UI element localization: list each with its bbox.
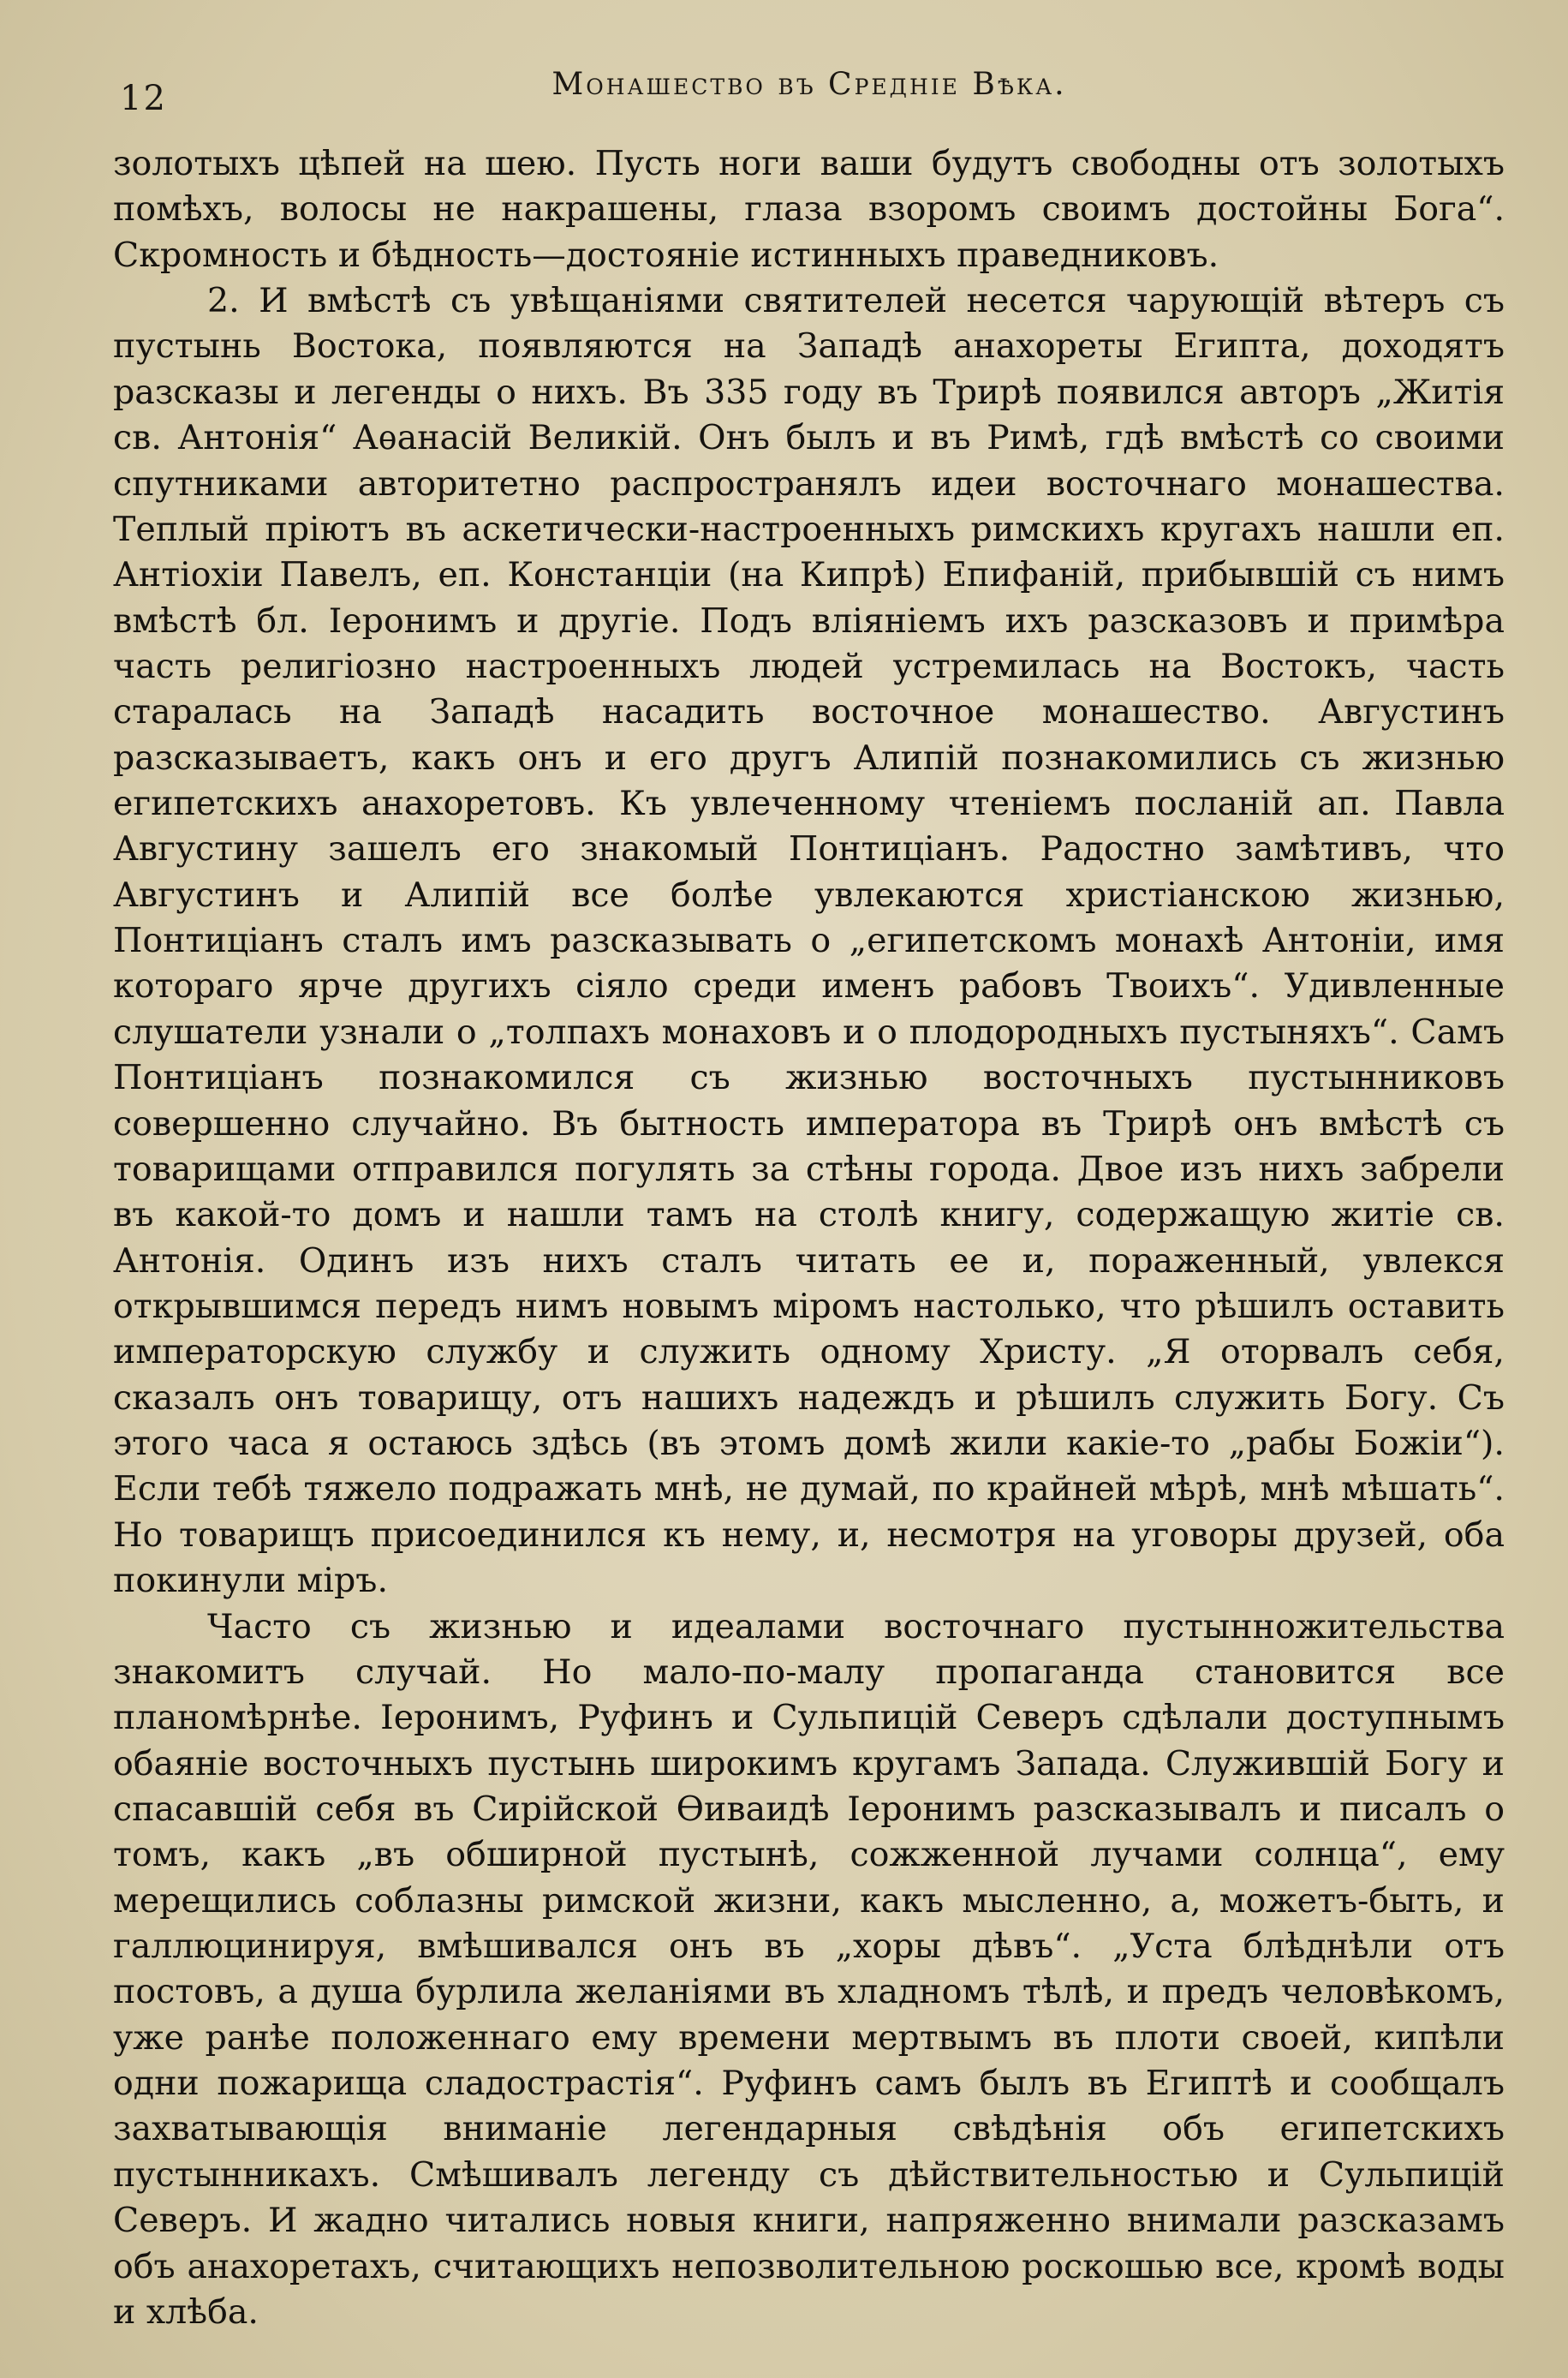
paragraph-1: золотыхъ цѣпей на шею. Пусть ноги ваши будутъ свободны отъ золотыхъ помѣхъ, волосы не накрашены, глаза взоромъ своимъ достойны Бога“. Скромность и бѣдность—достояніе истинныхъ праведниковъ. bbox=[113, 144, 1505, 275]
body-text bbox=[113, 141, 1505, 2335]
page-number: 12 bbox=[120, 79, 167, 118]
paragraph-2: 2. И вмѣстѣ съ увѣщаніями святителей несется чарующій вѣтеръ съ пустынь Востока, появляются на Западѣ анахореты Египта, доходятъ разсказы и легенды о нихъ. Въ 335 году въ Трирѣ появился авторъ „Житія св. Антонія“ Аѳанасій Великій. Онъ былъ и въ Римѣ, гдѣ вмѣстѣ со своими спутниками авторитетно распространялъ идеи восточнаго монашества. Теплый пріютъ въ аскетически-настроенныхъ римскихъ кругахъ нашли еп. Антіохіи Павелъ, еп. Констанціи (на Кипрѣ) Епифаній, прибывшій съ нимъ вмѣстѣ бл. Іеронимъ и другіе. Подъ вліяніемъ ихъ разсказовъ и примѣра часть религіозно настроенныхъ людей устремилась на Востокъ, часть старалась на Западѣ насадить восточное монашество. Августинъ разсказываетъ, какъ онъ и его другъ Алипій познакомились съ жизнью египетскихъ анахоретовъ. Къ увлеченному чтеніемъ посланій ап. Павла Августину зашелъ его знакомый Понтиціанъ. Радостно замѣтивъ, что Августинъ и Алипій все болѣе увлекаются христіанскою жизнью, Понтиціанъ сталъ имъ разсказывать о „египетскомъ монахѣ Антоніи, имя котораго ярче другихъ сіяло среди именъ рабовъ Твоихъ“. Удивленные слушатели узнали о „толпахъ монаховъ и о плодородныхъ пустыняхъ“. Самъ Понтиціанъ познакомился съ жизнью восточныхъ пустынниковъ совершенно случайно. Въ бытность императора въ Трирѣ онъ вмѣстѣ съ товарищами отправился погулять за стѣны города. Двое изъ нихъ забрели въ какой-то домъ и нашли тамъ на столѣ книгу, содержащую житіе св. Антонія. Одинъ изъ нихъ сталъ читать ее и, пораженный, увлекся открывшимся передъ нимъ новымъ міромъ настолько, что рѣшилъ оставить императорскую службу и служить одному Христу. „Я оторвалъ себя, сказалъ онъ товарищу, отъ нашихъ надеждъ и рѣшилъ служить Богу. Съ этого часа я остаюсь здѣсь (въ этомъ домѣ жили какіе-то „рабы Божіи“). Если тебѣ тяжело подражать мнѣ, не думай, по крайней мѣрѣ, мнѣ мѣшать“. Но товарищъ присоединился къ нему, и, несмотря на уговоры друзей, оба покинули міръ. bbox=[113, 281, 1505, 1601]
running-title: Монашество въ Средніе Вѣка. bbox=[551, 67, 1067, 102]
page-header bbox=[120, 67, 1499, 127]
paragraph-3: Часто съ жизнью и идеалами восточнаго пустынножительства знакомитъ случай. Но мало-по-малу пропаганда становится все планомѣрнѣе. Іеронимъ, Руфинъ и Сульпицій Северъ сдѣлали доступнымъ обаяніе восточныхъ пустынь широкимъ кругамъ Запада. Служившій Богу и спасавшій себя въ Сирійской Ѳиваидѣ Іеронимъ разсказывалъ и писалъ о томъ, какъ „въ обширной пустынѣ, сожженной лучами солнца“, ему мерещились соблазны римской жизни, какъ мысленно, а, можетъ-быть, и галлюцинируя, вмѣшивался онъ въ „хоры дѣвъ“. „Уста блѣднѣли отъ постовъ, а душа бурлила желаніями въ хладномъ тѣлѣ, и предъ человѣкомъ, уже ранѣе положеннаго ему времени мертвымъ въ плоти своей, кипѣли одни пожарища сладострастія“. Руфинъ самъ былъ въ Египтѣ и сообщалъ захватывающія вниманіе легендарныя свѣдѣнія объ египетскихъ пустынникахъ. Смѣшивалъ легенду съ дѣйствительностью и Сульпицій Северъ. И жадно читались новыя книги, напряженно внимали разсказамъ объ анахоретахъ, считающихъ непозволительною роскошью все, кромѣ воды и хлѣба. bbox=[113, 1606, 1505, 2332]
